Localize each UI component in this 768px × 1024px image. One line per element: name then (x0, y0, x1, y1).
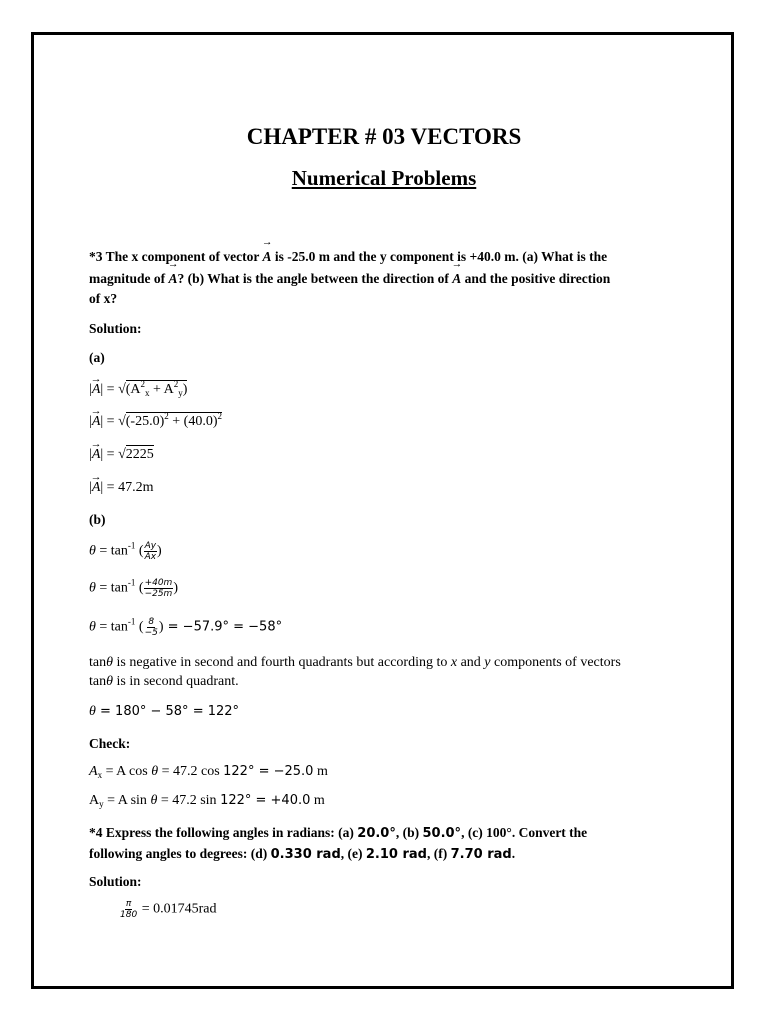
vector-a: → A (262, 246, 271, 267)
problem-4-line-2: following angles to degrees: (d) 0.330 rad, (e) 2.10 rad, (f) 7.70 rad. (89, 846, 516, 862)
magnitude-eq-1: |→ $A| = √(A^2_x + A^2_y)$ (89, 380, 187, 398)
problem-3-line-3: of x? (89, 291, 118, 306)
problem-4-line-1: *4 Express the following angles in radians: (a) 20.0°, (b) 50.0°, (c) 100°. Convert the (89, 825, 588, 841)
check-ay: $A_y = A$ sin θ = 47.2 sin 122° = +40.0 m (89, 793, 325, 809)
problem-3-line-2: magnitude of → A? (b) What is the angle between the direction of → A and the positive direction (89, 268, 610, 289)
angle-final: θ = 180° − 58° = 122° (89, 704, 240, 719)
angle-eq-3: $\theta = \tan^{-1}$ ( $\frac{8}{-5}$ ) = −57.9° = −58° (89, 616, 283, 638)
vector-a: → A (452, 268, 461, 289)
solution-label-2: Solution: (89, 874, 142, 889)
check-label: Check: (89, 736, 131, 751)
part-b-label: (b) (89, 512, 106, 527)
vector-a: → A (169, 268, 178, 289)
problem-3-line-1: *3 The x component of vector → A is -25.0 m and the y component is +40.0 m. (a) What is the (89, 246, 607, 267)
section-subtitle: Numerical Problems (291, 166, 477, 190)
quadrant-note-line-1: tanθ is negative in second and fourth quadrants but according to x and y components of vectors (89, 655, 621, 670)
conversion-factor: $\frac{\pi}{180}$ = 0.01745rad (120, 899, 217, 920)
angle-eq-1: $\theta = \tan^{-1}$ ( $\frac{Ay}{Ax}$ ) (89, 540, 162, 562)
check-ax: $A_x = A$ cos θ = 47.2 cos 122° = −25.0 m (89, 764, 328, 780)
magnitude-eq-3: |→ A| = √2225 (89, 445, 154, 463)
magnitude-eq-2: |→ $A| = √(-25.0)^2 + (40.0)^2$ (89, 412, 222, 430)
angle-eq-2: $\theta = \tan^{-1}$ ( $\frac{+40m}{-25m}$ ) (89, 577, 178, 599)
solution-label: Solution: (89, 321, 142, 336)
chapter-title: CHAPTER # 03 VECTORS (246, 124, 522, 149)
part-a-label: (a) (89, 350, 105, 365)
magnitude-result: |→ A| = 47.2m (89, 480, 153, 496)
quadrant-note-line-2: tanθ is in second quadrant. (89, 674, 239, 689)
